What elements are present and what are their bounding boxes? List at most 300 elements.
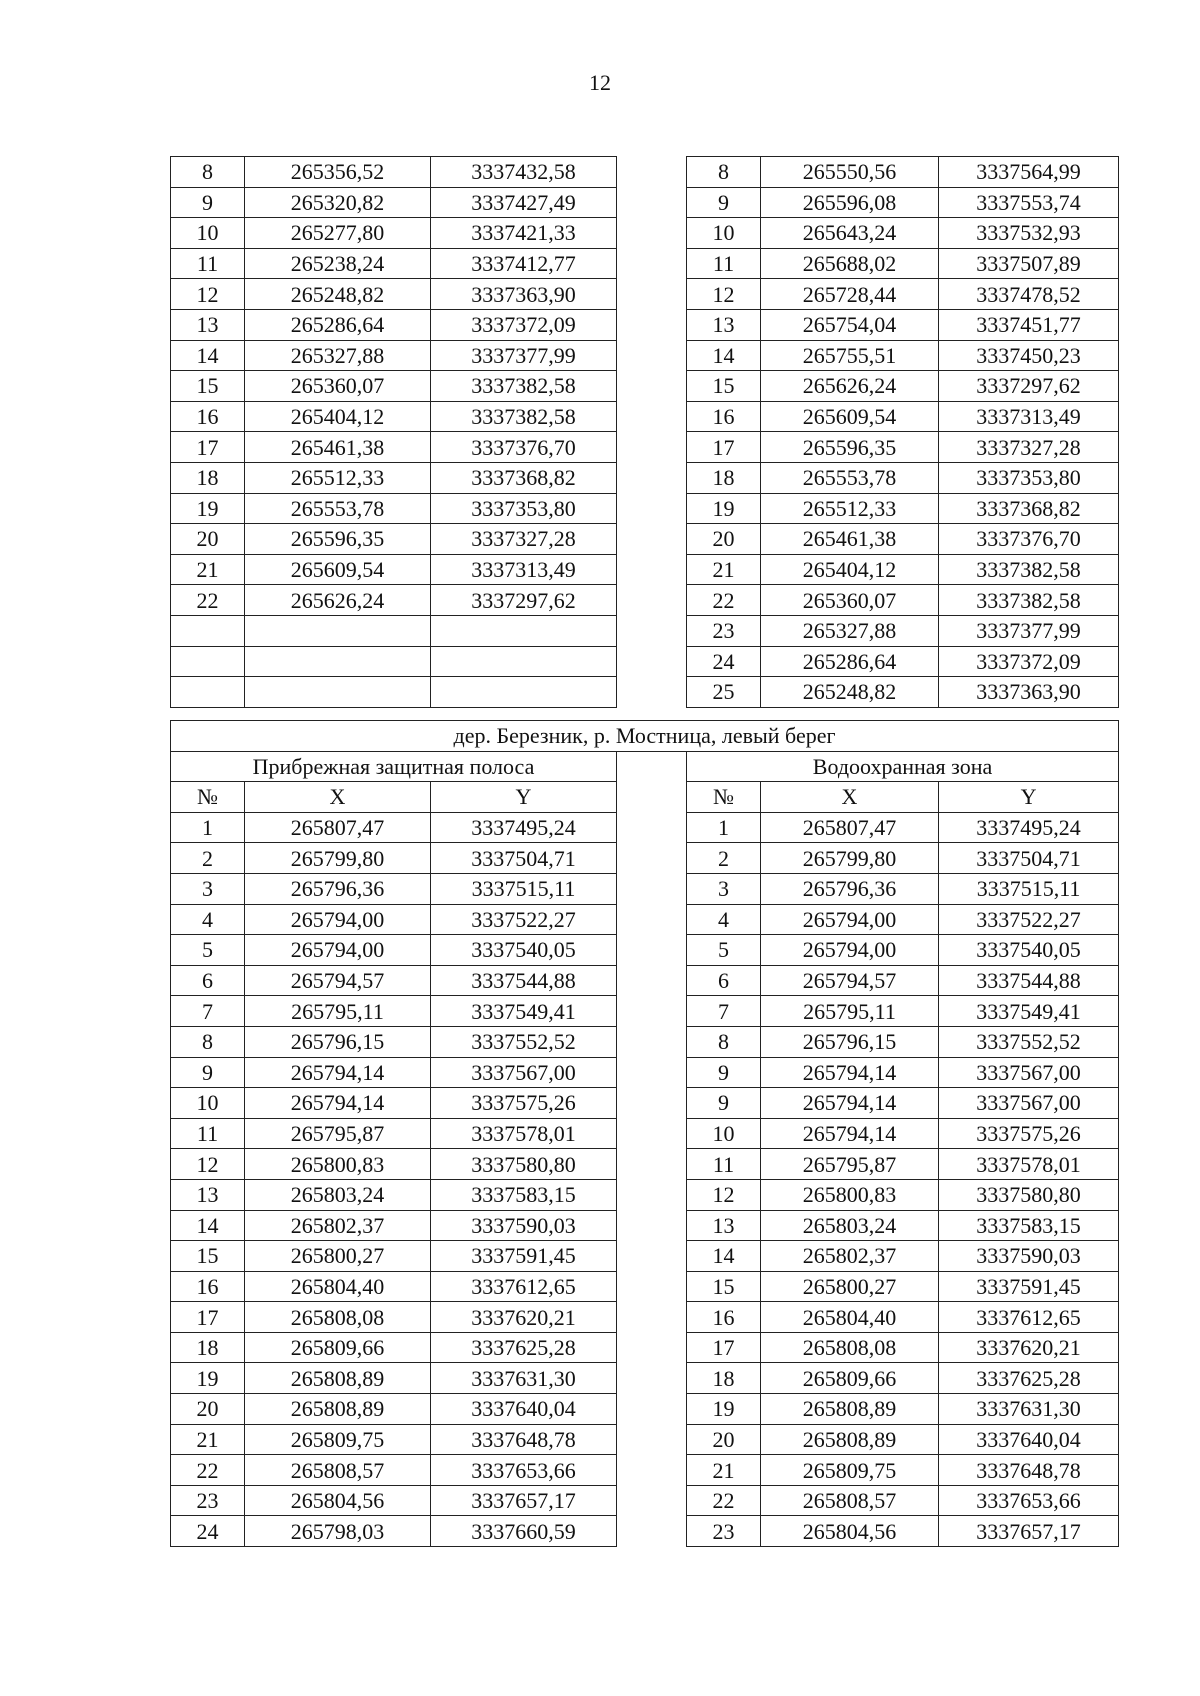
right-cell-y: 3337552,52 bbox=[939, 1026, 1119, 1057]
right-cell-x: 265794,00 bbox=[761, 935, 939, 966]
right-cell-y: 3337507,89 bbox=[939, 248, 1119, 279]
right-cell-number: 18 bbox=[687, 1363, 761, 1394]
left-cell-x: 265796,36 bbox=[245, 873, 431, 904]
right-cell-number: 13 bbox=[687, 1210, 761, 1241]
right-cell-x: 265808,57 bbox=[761, 1485, 939, 1516]
right-cell-y: 3337580,80 bbox=[939, 1179, 1119, 1210]
left-cell-y: 3337631,30 bbox=[431, 1363, 617, 1394]
left-cell-y: 3337578,01 bbox=[431, 1118, 617, 1149]
left-cell-y: 3337657,17 bbox=[431, 1485, 617, 1516]
left-cell-y: 3337567,00 bbox=[431, 1057, 617, 1088]
left-cell-number: 15 bbox=[171, 371, 245, 402]
right-cell-x: 265795,87 bbox=[761, 1149, 939, 1180]
gap-cell bbox=[617, 1516, 687, 1547]
table-row bbox=[171, 1424, 1119, 1455]
right-cell-number: 2 bbox=[687, 843, 761, 874]
right-cell-number: 12 bbox=[687, 1179, 761, 1210]
left-cell-x: 265794,00 bbox=[245, 904, 431, 935]
gap-cell bbox=[617, 157, 687, 188]
right-cell-x: 265728,44 bbox=[761, 279, 939, 310]
left-cell-number: 12 bbox=[171, 1149, 245, 1180]
left-cell-x: 265248,82 bbox=[245, 279, 431, 310]
left-cell-number bbox=[171, 646, 245, 677]
table-row bbox=[171, 1057, 1119, 1088]
gap-cell bbox=[617, 1455, 687, 1486]
right-cell-y: 3337583,15 bbox=[939, 1210, 1119, 1241]
right-cell-y: 3337532,93 bbox=[939, 218, 1119, 249]
left-cell-x: 265804,56 bbox=[245, 1485, 431, 1516]
left-cell-x: 265803,24 bbox=[245, 1179, 431, 1210]
left-cell-number: 2 bbox=[171, 843, 245, 874]
right-cell-number: 10 bbox=[687, 218, 761, 249]
right-cell-x: 265512,33 bbox=[761, 493, 939, 524]
right-cell-y: 3337495,24 bbox=[939, 812, 1119, 843]
left-cell-x: 265238,24 bbox=[245, 248, 431, 279]
left-cell-number: 11 bbox=[171, 1118, 245, 1149]
gap-cell bbox=[617, 935, 687, 966]
right-cell-y: 3337631,30 bbox=[939, 1394, 1119, 1425]
gap-cell bbox=[617, 248, 687, 279]
table-row bbox=[171, 157, 1119, 188]
right-cell-x: 265688,02 bbox=[761, 248, 939, 279]
table-row bbox=[171, 340, 1119, 371]
table-row bbox=[171, 965, 1119, 996]
section-title: дер. Березник, р. Мостница, левый берег bbox=[171, 721, 1119, 752]
left-cell-x: 265320,82 bbox=[245, 187, 431, 218]
right-cell-number: 20 bbox=[687, 524, 761, 555]
right-cell-x: 265248,82 bbox=[761, 677, 939, 708]
gap-cell bbox=[617, 218, 687, 249]
left-cell-x: 265461,38 bbox=[245, 432, 431, 463]
left-cell-y: 3337620,21 bbox=[431, 1302, 617, 1333]
right-cell-x: 265794,14 bbox=[761, 1088, 939, 1119]
right-cell-number: 11 bbox=[687, 248, 761, 279]
left-cell-x: 265807,47 bbox=[245, 812, 431, 843]
left-cell-y: 3337432,58 bbox=[431, 157, 617, 188]
left-zone-heading: Прибрежная защитная полоса bbox=[171, 751, 617, 782]
right-cell-number: 22 bbox=[687, 585, 761, 616]
left-cell-number: 19 bbox=[171, 1363, 245, 1394]
left-cell-x: 265553,78 bbox=[245, 493, 431, 524]
right-cell-x: 265404,12 bbox=[761, 554, 939, 585]
right-cell-y: 3337578,01 bbox=[939, 1149, 1119, 1180]
right-cell-x: 265809,66 bbox=[761, 1363, 939, 1394]
left-cell-y bbox=[431, 646, 617, 677]
right-cell-y: 3337620,21 bbox=[939, 1332, 1119, 1363]
right-cell-x: 265286,64 bbox=[761, 646, 939, 677]
gap-cell bbox=[617, 401, 687, 432]
table-row bbox=[171, 585, 1119, 616]
left-cell-x: 265809,75 bbox=[245, 1424, 431, 1455]
left-cell-x: 265626,24 bbox=[245, 585, 431, 616]
table-row bbox=[171, 218, 1119, 249]
right-cell-number: 16 bbox=[687, 1302, 761, 1333]
left-cell-number: 22 bbox=[171, 585, 245, 616]
table-row bbox=[171, 1485, 1119, 1516]
left-cell-y: 3337583,15 bbox=[431, 1179, 617, 1210]
left-cell-x: 265794,14 bbox=[245, 1088, 431, 1119]
right-cell-x: 265800,83 bbox=[761, 1179, 939, 1210]
left-cell-y: 3337540,05 bbox=[431, 935, 617, 966]
right-cell-x: 265754,04 bbox=[761, 309, 939, 340]
left-cell-x: 265596,35 bbox=[245, 524, 431, 555]
table-row bbox=[171, 1455, 1119, 1486]
left-cell-x bbox=[245, 615, 431, 646]
left-cell-x: 265799,80 bbox=[245, 843, 431, 874]
left-cell-y: 3337660,59 bbox=[431, 1516, 617, 1547]
left-cell-y: 3337313,49 bbox=[431, 554, 617, 585]
right-cell-y: 3337590,03 bbox=[939, 1241, 1119, 1272]
table-row bbox=[171, 1149, 1119, 1180]
left-cell-x: 265798,03 bbox=[245, 1516, 431, 1547]
right-cell-x: 265609,54 bbox=[761, 401, 939, 432]
table-row bbox=[171, 1241, 1119, 1272]
right-cell-number: 10 bbox=[687, 1118, 761, 1149]
left-cell-number: 9 bbox=[171, 187, 245, 218]
table-row bbox=[171, 843, 1119, 874]
right-cell-number: 8 bbox=[687, 157, 761, 188]
right-cell-x: 265796,36 bbox=[761, 873, 939, 904]
right-col-header-number: № bbox=[687, 782, 761, 813]
left-cell-y: 3337575,26 bbox=[431, 1088, 617, 1119]
table-row bbox=[171, 187, 1119, 218]
left-cell-y: 3337382,58 bbox=[431, 371, 617, 402]
left-cell-y: 3337549,41 bbox=[431, 996, 617, 1027]
table-row bbox=[171, 1179, 1119, 1210]
right-cell-y: 3337522,27 bbox=[939, 904, 1119, 935]
gap-cell bbox=[617, 646, 687, 677]
left-cell-y: 3337368,82 bbox=[431, 462, 617, 493]
right-cell-x: 265643,24 bbox=[761, 218, 939, 249]
left-cell-number: 13 bbox=[171, 309, 245, 340]
right-cell-y: 3337382,58 bbox=[939, 585, 1119, 616]
right-cell-y: 3337553,74 bbox=[939, 187, 1119, 218]
right-cell-x: 265596,35 bbox=[761, 432, 939, 463]
gap-cell bbox=[617, 996, 687, 1027]
gap-cell bbox=[617, 1210, 687, 1241]
right-cell-number: 13 bbox=[687, 309, 761, 340]
left-cell-x: 265808,89 bbox=[245, 1394, 431, 1425]
right-cell-x: 265794,57 bbox=[761, 965, 939, 996]
right-cell-y: 3337515,11 bbox=[939, 873, 1119, 904]
table-row bbox=[171, 401, 1119, 432]
left-cell-x: 265808,89 bbox=[245, 1363, 431, 1394]
left-cell-number: 21 bbox=[171, 1424, 245, 1455]
gap-cell bbox=[617, 1271, 687, 1302]
right-cell-number: 21 bbox=[687, 554, 761, 585]
left-cell-y: 3337412,77 bbox=[431, 248, 617, 279]
right-cell-number: 7 bbox=[687, 996, 761, 1027]
left-cell-x: 265794,57 bbox=[245, 965, 431, 996]
left-cell-y: 3337427,49 bbox=[431, 187, 617, 218]
table-row bbox=[171, 904, 1119, 935]
left-cell-number bbox=[171, 677, 245, 708]
table-row bbox=[171, 935, 1119, 966]
column-header-row bbox=[171, 782, 1119, 813]
left-cell-y: 3337327,28 bbox=[431, 524, 617, 555]
gap-cell bbox=[617, 965, 687, 996]
left-cell-number: 15 bbox=[171, 1241, 245, 1272]
right-cell-number: 4 bbox=[687, 904, 761, 935]
right-cell-number: 15 bbox=[687, 371, 761, 402]
left-cell-y: 3337382,58 bbox=[431, 401, 617, 432]
gap-cell bbox=[617, 1179, 687, 1210]
right-cell-x: 265553,78 bbox=[761, 462, 939, 493]
gap-cell bbox=[617, 843, 687, 874]
right-cell-y: 3337377,99 bbox=[939, 615, 1119, 646]
left-cell-number: 14 bbox=[171, 340, 245, 371]
right-cell-y: 3337327,28 bbox=[939, 432, 1119, 463]
table-row bbox=[171, 646, 1119, 677]
left-cell-y: 3337580,80 bbox=[431, 1149, 617, 1180]
gap-cell bbox=[617, 873, 687, 904]
left-cell-number: 21 bbox=[171, 554, 245, 585]
left-cell-x: 265286,64 bbox=[245, 309, 431, 340]
gap-cell bbox=[617, 493, 687, 524]
gap-cell bbox=[617, 187, 687, 218]
right-cell-number: 22 bbox=[687, 1485, 761, 1516]
table-row bbox=[171, 462, 1119, 493]
right-cell-number: 9 bbox=[687, 187, 761, 218]
gap-cell bbox=[617, 1057, 687, 1088]
table-row bbox=[171, 493, 1119, 524]
right-cell-number: 24 bbox=[687, 646, 761, 677]
bottom-table-body bbox=[171, 721, 1119, 1547]
right-cell-y: 3337478,52 bbox=[939, 279, 1119, 310]
left-cell-number: 22 bbox=[171, 1455, 245, 1486]
table-row bbox=[171, 1332, 1119, 1363]
right-cell-x: 265807,47 bbox=[761, 812, 939, 843]
table-row bbox=[171, 615, 1119, 646]
right-cell-y: 3337575,26 bbox=[939, 1118, 1119, 1149]
right-cell-number: 3 bbox=[687, 873, 761, 904]
right-cell-x: 265796,15 bbox=[761, 1026, 939, 1057]
left-cell-x: 265809,66 bbox=[245, 1332, 431, 1363]
left-cell-x: 265808,08 bbox=[245, 1302, 431, 1333]
left-cell-number: 12 bbox=[171, 279, 245, 310]
right-cell-number: 18 bbox=[687, 462, 761, 493]
left-cell-number: 9 bbox=[171, 1057, 245, 1088]
left-cell-number: 18 bbox=[171, 1332, 245, 1363]
right-cell-number: 17 bbox=[687, 1332, 761, 1363]
gap-cell bbox=[617, 432, 687, 463]
left-cell-number: 6 bbox=[171, 965, 245, 996]
right-cell-x: 265596,08 bbox=[761, 187, 939, 218]
left-cell-y: 3337522,27 bbox=[431, 904, 617, 935]
left-cell-number: 3 bbox=[171, 873, 245, 904]
right-cell-number: 11 bbox=[687, 1149, 761, 1180]
left-cell-number: 11 bbox=[171, 248, 245, 279]
right-cell-number: 9 bbox=[687, 1088, 761, 1119]
left-cell-y: 3337377,99 bbox=[431, 340, 617, 371]
left-cell-x: 265800,83 bbox=[245, 1149, 431, 1180]
right-cell-y: 3337504,71 bbox=[939, 843, 1119, 874]
right-cell-number: 19 bbox=[687, 1394, 761, 1425]
left-cell-y: 3337590,03 bbox=[431, 1210, 617, 1241]
left-cell-number bbox=[171, 615, 245, 646]
right-cell-x: 265795,11 bbox=[761, 996, 939, 1027]
right-cell-number: 21 bbox=[687, 1455, 761, 1486]
left-cell-y: 3337353,80 bbox=[431, 493, 617, 524]
right-cell-number: 17 bbox=[687, 432, 761, 463]
gap-cell bbox=[617, 1424, 687, 1455]
right-cell-x: 265327,88 bbox=[761, 615, 939, 646]
gap-cell bbox=[617, 1363, 687, 1394]
left-cell-x: 265404,12 bbox=[245, 401, 431, 432]
table-row bbox=[171, 1026, 1119, 1057]
right-cell-x: 265808,89 bbox=[761, 1394, 939, 1425]
right-col-header-y: Y bbox=[939, 782, 1119, 813]
right-cell-y: 3337653,66 bbox=[939, 1485, 1119, 1516]
right-cell-x: 265794,14 bbox=[761, 1057, 939, 1088]
table-row bbox=[171, 1302, 1119, 1333]
gap-cell bbox=[617, 677, 687, 708]
table-row bbox=[171, 1516, 1119, 1547]
right-cell-y: 3337353,80 bbox=[939, 462, 1119, 493]
left-cell-number: 20 bbox=[171, 524, 245, 555]
left-cell-number: 8 bbox=[171, 1026, 245, 1057]
table-row bbox=[171, 1394, 1119, 1425]
right-cell-x: 265794,14 bbox=[761, 1118, 939, 1149]
right-cell-x: 265802,37 bbox=[761, 1241, 939, 1272]
zone-heading-row bbox=[171, 751, 1119, 782]
right-cell-x: 265626,24 bbox=[761, 371, 939, 402]
right-col-header-x: X bbox=[761, 782, 939, 813]
right-zone-heading: Водоохранная зона bbox=[687, 751, 1119, 782]
right-cell-y: 3337382,58 bbox=[939, 554, 1119, 585]
left-cell-y: 3337515,11 bbox=[431, 873, 617, 904]
left-cell-y: 3337640,04 bbox=[431, 1394, 617, 1425]
gap-cell bbox=[617, 1026, 687, 1057]
left-cell-y: 3337363,90 bbox=[431, 279, 617, 310]
top-table-body bbox=[171, 157, 1119, 708]
gap-cell bbox=[617, 1394, 687, 1425]
gap-cell bbox=[617, 1088, 687, 1119]
table-row bbox=[171, 524, 1119, 555]
left-cell-number: 10 bbox=[171, 1088, 245, 1119]
left-cell-y bbox=[431, 677, 617, 708]
table-row bbox=[171, 432, 1119, 463]
left-cell-x: 265609,54 bbox=[245, 554, 431, 585]
left-cell-y: 3337504,71 bbox=[431, 843, 617, 874]
coordinates-table-bereznik bbox=[170, 720, 1119, 1547]
gap-cell bbox=[617, 1485, 687, 1516]
right-cell-y: 3337544,88 bbox=[939, 965, 1119, 996]
right-cell-number: 14 bbox=[687, 1241, 761, 1272]
right-cell-x: 265808,08 bbox=[761, 1332, 939, 1363]
gap-cell bbox=[617, 371, 687, 402]
right-cell-y: 3337564,99 bbox=[939, 157, 1119, 188]
left-cell-number: 5 bbox=[171, 935, 245, 966]
left-cell-x: 265802,37 bbox=[245, 1210, 431, 1241]
left-cell-number: 16 bbox=[171, 1271, 245, 1302]
gap-cell bbox=[617, 812, 687, 843]
right-cell-number: 16 bbox=[687, 401, 761, 432]
gap-cell bbox=[617, 554, 687, 585]
table-row bbox=[171, 812, 1119, 843]
table-row bbox=[171, 248, 1119, 279]
right-cell-x: 265804,56 bbox=[761, 1516, 939, 1547]
table-row bbox=[171, 1363, 1119, 1394]
left-cell-x: 265796,15 bbox=[245, 1026, 431, 1057]
left-cell-y: 3337552,52 bbox=[431, 1026, 617, 1057]
right-cell-y: 3337368,82 bbox=[939, 493, 1119, 524]
right-cell-number: 12 bbox=[687, 279, 761, 310]
left-cell-number: 17 bbox=[171, 432, 245, 463]
table-row bbox=[171, 1088, 1119, 1119]
right-cell-x: 265804,40 bbox=[761, 1302, 939, 1333]
gap-cell bbox=[617, 524, 687, 555]
left-cell-y: 3337376,70 bbox=[431, 432, 617, 463]
gap-cell bbox=[617, 585, 687, 616]
section-title-row bbox=[171, 721, 1119, 752]
left-cell-number: 8 bbox=[171, 157, 245, 188]
right-cell-y: 3337567,00 bbox=[939, 1057, 1119, 1088]
table-row bbox=[171, 1210, 1119, 1241]
left-cell-x: 265794,14 bbox=[245, 1057, 431, 1088]
left-cell-number: 24 bbox=[171, 1516, 245, 1547]
right-cell-number: 23 bbox=[687, 1516, 761, 1547]
table-row bbox=[171, 554, 1119, 585]
gap-cell bbox=[617, 782, 687, 813]
left-cell-x: 265277,80 bbox=[245, 218, 431, 249]
right-cell-y: 3337297,62 bbox=[939, 371, 1119, 402]
left-cell-x: 265512,33 bbox=[245, 462, 431, 493]
right-cell-x: 265809,75 bbox=[761, 1455, 939, 1486]
right-cell-x: 265808,89 bbox=[761, 1424, 939, 1455]
right-cell-number: 6 bbox=[687, 965, 761, 996]
right-cell-x: 265360,07 bbox=[761, 585, 939, 616]
coordinates-table-continued bbox=[170, 156, 1119, 708]
left-cell-y: 3337372,09 bbox=[431, 309, 617, 340]
left-col-header-number: № bbox=[171, 782, 245, 813]
table-row bbox=[171, 677, 1119, 708]
right-cell-number: 20 bbox=[687, 1424, 761, 1455]
left-cell-x: 265794,00 bbox=[245, 935, 431, 966]
right-cell-x: 265461,38 bbox=[761, 524, 939, 555]
right-cell-x: 265755,51 bbox=[761, 340, 939, 371]
table-row bbox=[171, 371, 1119, 402]
right-cell-number: 19 bbox=[687, 493, 761, 524]
table-row bbox=[171, 309, 1119, 340]
left-cell-x: 265327,88 bbox=[245, 340, 431, 371]
right-cell-y: 3337450,23 bbox=[939, 340, 1119, 371]
right-cell-number: 15 bbox=[687, 1271, 761, 1302]
left-cell-number: 23 bbox=[171, 1485, 245, 1516]
left-cell-y: 3337653,66 bbox=[431, 1455, 617, 1486]
left-cell-number: 13 bbox=[171, 1179, 245, 1210]
right-cell-x: 265800,27 bbox=[761, 1271, 939, 1302]
gap-cell bbox=[617, 279, 687, 310]
gap-cell bbox=[617, 904, 687, 935]
gap-cell bbox=[617, 615, 687, 646]
right-cell-y: 3337591,45 bbox=[939, 1271, 1119, 1302]
left-cell-y: 3337591,45 bbox=[431, 1241, 617, 1272]
left-cell-y: 3337544,88 bbox=[431, 965, 617, 996]
left-cell-number: 16 bbox=[171, 401, 245, 432]
right-cell-number: 8 bbox=[687, 1026, 761, 1057]
left-cell-number: 20 bbox=[171, 1394, 245, 1425]
right-cell-y: 3337363,90 bbox=[939, 677, 1119, 708]
left-cell-number: 4 bbox=[171, 904, 245, 935]
left-cell-x: 265360,07 bbox=[245, 371, 431, 402]
gap-cell bbox=[617, 462, 687, 493]
gap-cell bbox=[617, 751, 687, 782]
right-cell-x: 265794,00 bbox=[761, 904, 939, 935]
right-cell-y: 3337640,04 bbox=[939, 1424, 1119, 1455]
left-cell-x: 265795,87 bbox=[245, 1118, 431, 1149]
left-cell-y: 3337421,33 bbox=[431, 218, 617, 249]
